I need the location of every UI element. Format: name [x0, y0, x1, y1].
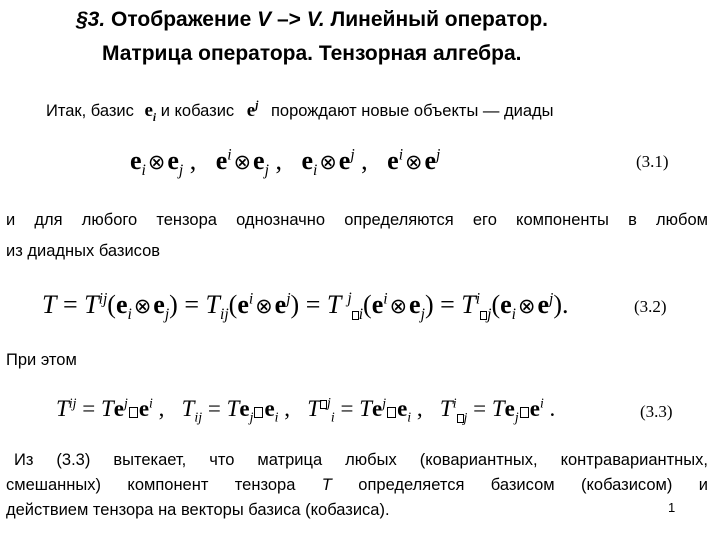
- intro-part2: и кобазис: [160, 102, 235, 120]
- equation-3-1-number: (3.1): [636, 152, 669, 171]
- equation-3-2-number: (3.2): [634, 297, 667, 316]
- equation-3-3: $T^{ij} = Te^j$ $e^i$ , $T_{ij} = Te_j$ $e_i$ , T $^j_i = Te^j$ $e_i$ , $T^i_j = Te_j$ $e^i$ .: [56, 395, 556, 425]
- equation-3-3-number: (3.3): [640, 402, 673, 421]
- title-linear-operator: Линейный оператор.: [330, 8, 549, 31]
- equation-3-2: $T = T^{ij}(e_i\otimes e_j)$ = $T_{ij}(e^i\otimes e^j) = T$ $^j_i(e^i\otimes e_j)$ = $T^i_j(e_i\otimes e^j)$.: [42, 290, 569, 324]
- title-line-1: [76, 8, 548, 32]
- paragraph-3-line-1: Из (3.3) вытекает, что матрица любых (ковариантных, контравариантных,: [14, 451, 708, 469]
- title-v2: V.: [306, 8, 325, 31]
- intro-part3: порождают новые объекты — диады: [270, 102, 554, 120]
- title-mapping-word: Отображение: [111, 8, 252, 31]
- paragraph-3-line-3: действием тензора на векторы базиса (кобазиса).: [6, 501, 390, 519]
- title-arrow: –>: [276, 8, 301, 31]
- cobasis-symbol: $e^j$: [246, 99, 259, 121]
- intro-part1: Итак, базис: [46, 102, 134, 120]
- paragraph-2: При этом: [6, 351, 77, 369]
- basis-symbol: $e_i$: [144, 100, 157, 124]
- title-v1: V: [257, 8, 272, 31]
- section-sign: §3.: [76, 8, 106, 31]
- title-line-2: Матрица оператора. Тензорная алгебра.: [102, 42, 522, 65]
- page-number: 1: [668, 500, 676, 515]
- intro-line: [46, 100, 553, 122]
- paragraph-1-line-2: из диадных базисов: [6, 242, 161, 260]
- paragraph-3-line-2: смешанных) компонент тензора T определяется базисом (кобазисом) и: [6, 476, 708, 494]
- paragraph-1-line-1: и для любого тензора однозначно определяются его компоненты в любом: [6, 211, 708, 229]
- equation-3-1: $e_i\otimes e_j$ , $e^i\otimes e_j$ , $e_i\otimes e^j$ , $e^i\otimes e^j$: [130, 146, 441, 180]
